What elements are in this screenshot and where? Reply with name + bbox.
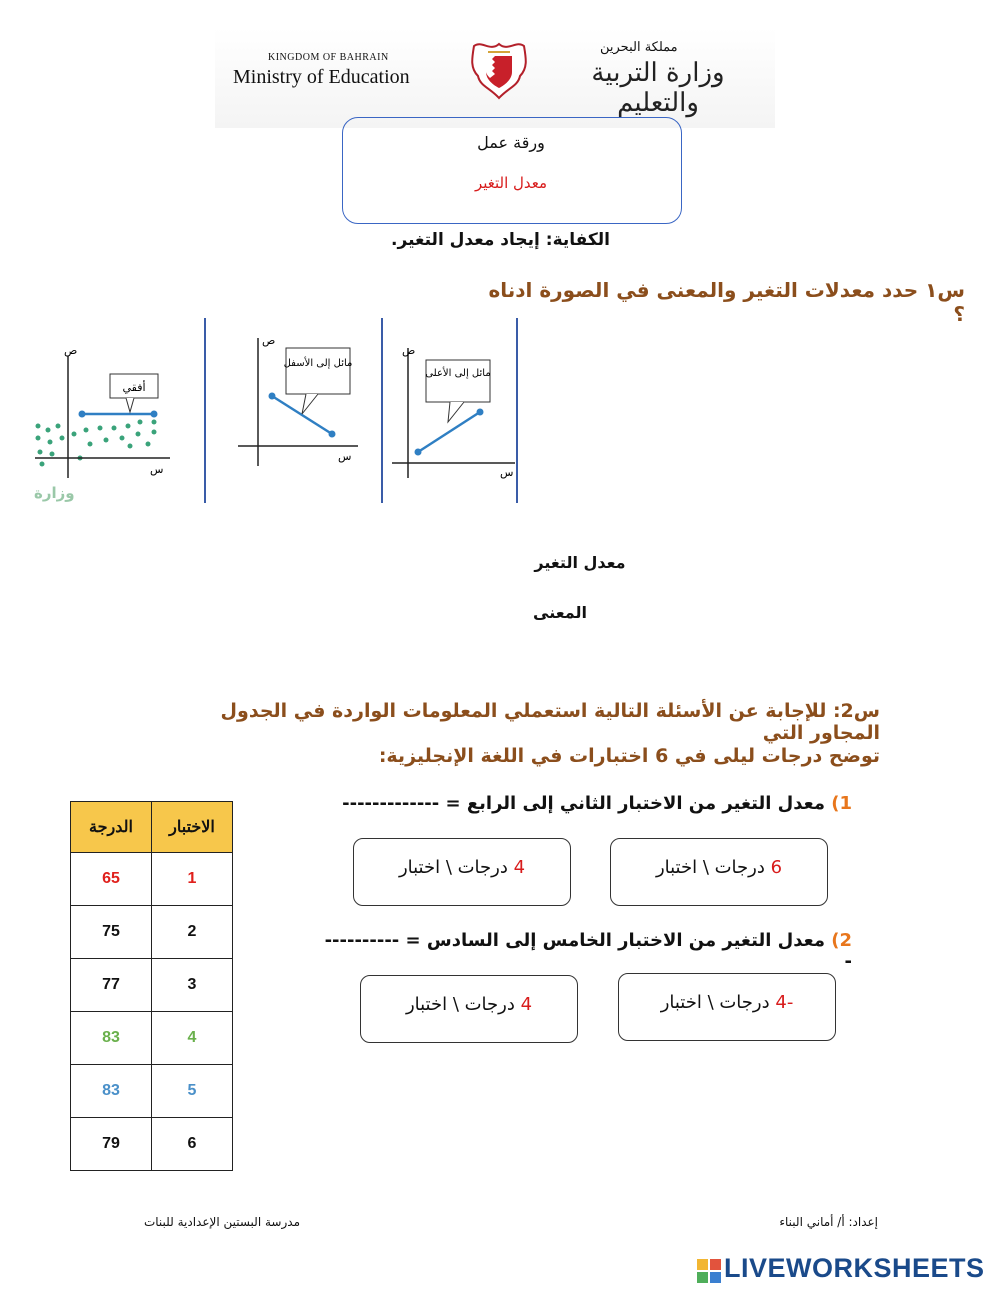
- meaning-label: المعنى: [533, 603, 587, 622]
- option-1a-value: 6: [770, 857, 783, 878]
- liveworksheets-logo-icon: [697, 1259, 721, 1283]
- question-2-line-1: س2: للإجابة عن الأسئلة التالية استعملي المعلومات الواردة في الجدول المجاور التي: [220, 700, 880, 744]
- scores-table: [70, 801, 233, 1171]
- option-2a-value: -4: [775, 992, 794, 1013]
- kingdom-en: KINGDOM OF BAHRAIN: [268, 52, 389, 63]
- option-2a-button[interactable]: [618, 973, 836, 1041]
- part-2-text: معدل التغير من الاختبار الخامس إلى السادس = -----------: [324, 930, 852, 972]
- table-header-row: [71, 802, 233, 853]
- table-row: [71, 1118, 233, 1171]
- ministry-en: Ministry of Education: [233, 66, 410, 88]
- svg-text:س: س: [338, 450, 352, 463]
- svg-text:ص: ص: [262, 334, 276, 347]
- option-1a-unit: درجات \ اختبار: [655, 857, 771, 878]
- svg-text:أفقي: أفقي: [122, 381, 146, 394]
- test-header: الاختبار: [152, 802, 233, 853]
- svg-text:س: س: [500, 466, 514, 479]
- table-row: [71, 1065, 233, 1118]
- svg-text:وزارة: وزارة: [34, 484, 75, 502]
- worksheet-topic: معدل التغير: [474, 174, 548, 192]
- table-row: [71, 959, 233, 1012]
- score-cell: 77: [71, 959, 152, 1012]
- table-row: [71, 1012, 233, 1065]
- worksheet-label: ورقة عمل: [477, 133, 545, 152]
- rate-of-change-label: معدل التغير: [534, 553, 626, 572]
- test-cell: 2: [152, 906, 233, 959]
- liveworksheets-brand: LIVEWORKSHEETS: [724, 1253, 985, 1283]
- score-cell: 83: [71, 1065, 152, 1118]
- svg-text:مائل إلى الأعلى: مائل إلى الأعلى: [425, 368, 491, 379]
- score-header: الدرجة: [71, 802, 152, 853]
- option-1a-button[interactable]: [610, 838, 828, 906]
- test-cell: 3: [152, 959, 233, 1012]
- option-2a-unit: درجات \ اختبار: [660, 992, 776, 1013]
- score-cell: 65: [71, 853, 152, 906]
- part-2: [318, 930, 852, 972]
- ministry-ar: وزارة التربية والتعليم: [591, 58, 725, 118]
- question-2-line-2: توضح درجات ليلى في 6 اختبارات في اللغة الإنجليزية:: [378, 745, 880, 767]
- part-2-number: 2): [831, 930, 852, 951]
- bahrain-emblem-icon: [468, 38, 530, 100]
- competency-statement: الكفاية: إيجاد معدل التغير.: [391, 230, 610, 250]
- prepared-by: إعداد: أ/ أماني البناء: [779, 1215, 878, 1229]
- table-row: [71, 906, 233, 959]
- test-cell: 5: [152, 1065, 233, 1118]
- svg-text:مائل إلى الأسفل: مائل إلى الأسفل: [283, 358, 353, 369]
- table-row: [71, 853, 233, 906]
- option-2b-value: 4: [520, 994, 533, 1015]
- score-cell: 83: [71, 1012, 152, 1065]
- option-2b-button[interactable]: [360, 975, 578, 1043]
- score-cell: 79: [71, 1118, 152, 1171]
- svg-text:ص: ص: [402, 344, 416, 357]
- option-1b-button[interactable]: [353, 838, 571, 906]
- school-name: مدرسة البستين الإعدادية للبنات: [143, 1215, 300, 1229]
- part-1: [330, 793, 852, 814]
- part-1-text: معدل التغير من الاختبار الثاني إلى الرابع = -------------: [342, 793, 832, 814]
- svg-text:س: س: [150, 463, 164, 476]
- option-1b-unit: درجات \ اختبار: [398, 857, 514, 878]
- test-cell: 6: [152, 1118, 233, 1171]
- option-2b-unit: درجات \ اختبار: [405, 994, 521, 1015]
- question-1: س١ حدد معدلات التغير والمعنى في الصورة ادناه ؟: [488, 278, 965, 326]
- test-cell: 4: [152, 1012, 233, 1065]
- part-1-number: 1): [831, 793, 852, 814]
- svg-text:ص: ص: [64, 344, 78, 357]
- kingdom-ar: مملكة البحرين: [600, 40, 678, 55]
- slope-graphs-picture: [30, 318, 520, 503]
- option-1b-value: 4: [513, 857, 526, 878]
- test-cell: 1: [152, 853, 233, 906]
- score-cell: 75: [71, 906, 152, 959]
